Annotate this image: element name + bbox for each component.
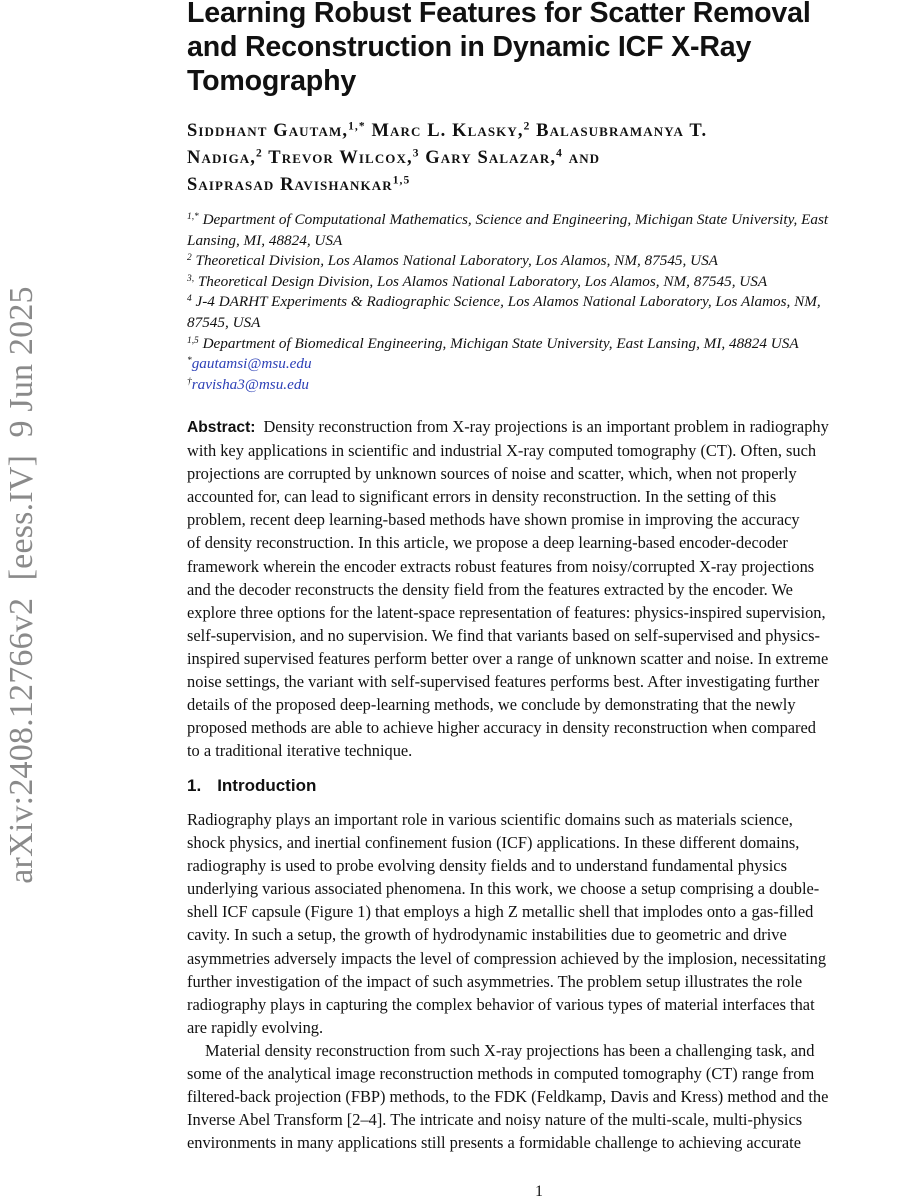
affiliation-text: Department of Computational Mathematics, Science and Engineering, Michigan State University, East: [202, 211, 829, 228]
affiliation-text: Theoretical Design Division, Los Alamos National Laboratory, Los Alamos, NM, 87545, USA: [197, 272, 768, 290]
abstract-line: to a traditional iterative technique.: [187, 741, 413, 761]
affiliation-text: Theoretical Division, Los Alamos National Laboratory, Los Alamos, NM, 87545, USA: [195, 252, 718, 270]
title-line: and Reconstruction in Dynamic ICF X-Ray: [187, 31, 752, 63]
email-line: [187, 375, 903, 396]
abstract-line: accounted for, can lead to significant errors in density reconstruction. In the setting of this: [187, 487, 777, 507]
author-affiliation-sup: 2: [523, 120, 531, 133]
arxiv-sidebar: [0, 0, 44, 1200]
author-affiliation-sup: 1,*: [348, 120, 366, 133]
affiliation-line: [187, 334, 903, 355]
body-line: asymmetries adversely impacts the level of compression achieved by the implosion, necessitating: [187, 948, 827, 968]
author-line: [187, 118, 903, 145]
author-conjunction: and: [562, 148, 601, 168]
body-line: underlying various associated phenomena. In this work, we choose a setup comprising a double-: [187, 879, 820, 899]
abstract-heading: Abstract:: [187, 419, 256, 436]
body-line: environments in many applications still presents a formidable challenge to achieving accurate: [187, 1133, 801, 1153]
abstract-line: with key applications in scientific and industrial X-ray computed tomography (CT). Often, such: [187, 441, 817, 461]
body-line: cavity. In such a setup, the growth of hydrodynamic instabilities due to geometric and drive: [187, 925, 787, 945]
abstract-line: of density reconstruction. In this article, we propose a deep learning-based encoder-decoder: [187, 533, 788, 553]
arxiv-identifier[interactable]: arXiv:2408.12766v2 [eess.IV] 9 Jun 2025: [3, 286, 40, 884]
body-line: further investigation of the impact of such asymmetries. The problem setup illustrates the role: [187, 971, 803, 991]
author-affiliation-sup: 1,5: [392, 174, 411, 187]
author-name: Balasubramanya T.: [530, 121, 708, 141]
abstract-line: and the decoder reconstructs the density field from the features extracted by the encoder. We: [187, 579, 793, 599]
body-line: some of the analytical image reconstruction methods in computed tomography (CT) range from: [187, 1064, 815, 1084]
author-name: Saiprasad Ravishankar: [187, 175, 393, 195]
body-line: shock physics, and inertial confinement fusion (ICF) applications. In these different domains,: [187, 833, 800, 853]
author-name: Marc L. Klasky,: [365, 121, 524, 141]
email-link[interactable]: ravisha3@msu.edu: [191, 375, 310, 393]
affiliation-line: [187, 251, 903, 272]
abstract-line: noise settings, the variant with self-supervised features performs best. After investigating further: [187, 672, 820, 692]
abstract-line: explore three options for the latent-space representation of features: physics-inspired supervision,: [187, 602, 826, 622]
body-line: filtered-back projection (FBP) methods, to the FDK (Feldkamp, Davis and Kress) method and the: [187, 1087, 829, 1107]
affiliation-line: [187, 210, 903, 231]
abstract-line: [187, 415, 903, 439]
abstract-line: inspired supervised features perform better over a range of unknown scatter and noise. In extreme: [187, 648, 829, 668]
author-affiliation-sup: 4: [556, 147, 563, 160]
title-line: Learning Robust Features for Scatter Removal: [187, 0, 811, 29]
abstract-line: proposed methods are able to achieve higher accuracy in density reconstruction when compared: [187, 718, 816, 738]
paper-title: [187, 0, 903, 98]
email-sup: *: [187, 355, 192, 366]
author-line: [187, 145, 903, 172]
author-name: Trevor Wilcox,: [262, 148, 413, 168]
author-name: Gary Salazar,: [419, 148, 557, 168]
abstract-line: projections are corrupted by unknown sources of noise and scatter, which, when not properly: [187, 464, 797, 484]
affiliation-sup: 4: [187, 294, 192, 305]
author-affiliation-sup: 2: [256, 147, 263, 160]
section-title: Introduction: [217, 776, 317, 795]
affiliation-sup: 1,5: [187, 335, 199, 346]
author-name: Siddhant Gautam,: [187, 121, 349, 141]
affiliation-sup: 1,*: [187, 211, 199, 222]
affiliations: [187, 210, 903, 395]
affiliation-text: Department of Biomedical Engineering, Michigan State University, East Lansing, MI, 48824 USA: [202, 334, 799, 352]
body-line: radiography is used to probe evolving density fields and to understand fundamental physics: [187, 856, 787, 876]
abstract-line: problem, recent deep learning-based methods have shown promise in improving the accuracy: [187, 510, 800, 530]
abstract: [187, 415, 903, 762]
body-line: shell ICF capsule (Figure 1) that employs a high Z metallic shell that implodes onto a gas-filled: [187, 902, 814, 922]
body-line: are rapidly evolving.: [187, 1017, 324, 1037]
affiliation-sup: 3,: [187, 273, 195, 284]
body-line: radiography plays in capturing the complex behavior of various types of material interfaces that: [187, 994, 815, 1014]
affiliation-line: [187, 292, 903, 313]
affiliation-line: Lansing, MI, 48824, USA: [187, 231, 343, 249]
email-line: [187, 354, 903, 375]
author-name: Nadiga,: [187, 148, 257, 168]
email-sup: †: [187, 376, 192, 387]
affiliation-text: J-4 DARHT Experiments & Radiographic Science, Los Alamos National Laboratory, Los Alamos, NM,: [195, 293, 821, 311]
email-link[interactable]: gautamsi@msu.edu: [191, 355, 312, 373]
author-line: [187, 172, 903, 199]
affiliation-line: [187, 272, 903, 293]
section-number: 1.: [187, 776, 202, 795]
abstract-text: Density reconstruction from X-ray projections is an important problem in radiography: [263, 417, 829, 436]
title-line: Tomography: [187, 65, 357, 97]
affiliation-line: 87545, USA: [187, 313, 261, 331]
body-line: Material density reconstruction from such X-ray projections has been a challenging task, and: [205, 1040, 815, 1060]
author-affiliation-sup: 3: [412, 147, 420, 160]
body-line: Inverse Abel Transform [2–4]. The intricate and noisy nature of the multi-scale, multi-physics: [187, 1110, 803, 1130]
affiliation-sup: 2: [187, 253, 192, 264]
page-number: 1: [535, 1183, 543, 1200]
body-line: Radiography plays an important role in various scientific domains such as materials science,: [187, 810, 793, 829]
introduction-body: [187, 808, 903, 1154]
abstract-line: framework wherein the encoder extracts robust features from noisy/corrupted X-ray projections: [187, 556, 815, 576]
section-heading-introduction: [187, 774, 316, 798]
abstract-line: details of the proposed deep-learning methods, we conclude by demonstrating that the newly: [187, 695, 796, 715]
author-list: [187, 118, 903, 199]
abstract-line: self-supervision, and no supervision. We find that variants based on self-supervised and physics-: [187, 625, 820, 645]
